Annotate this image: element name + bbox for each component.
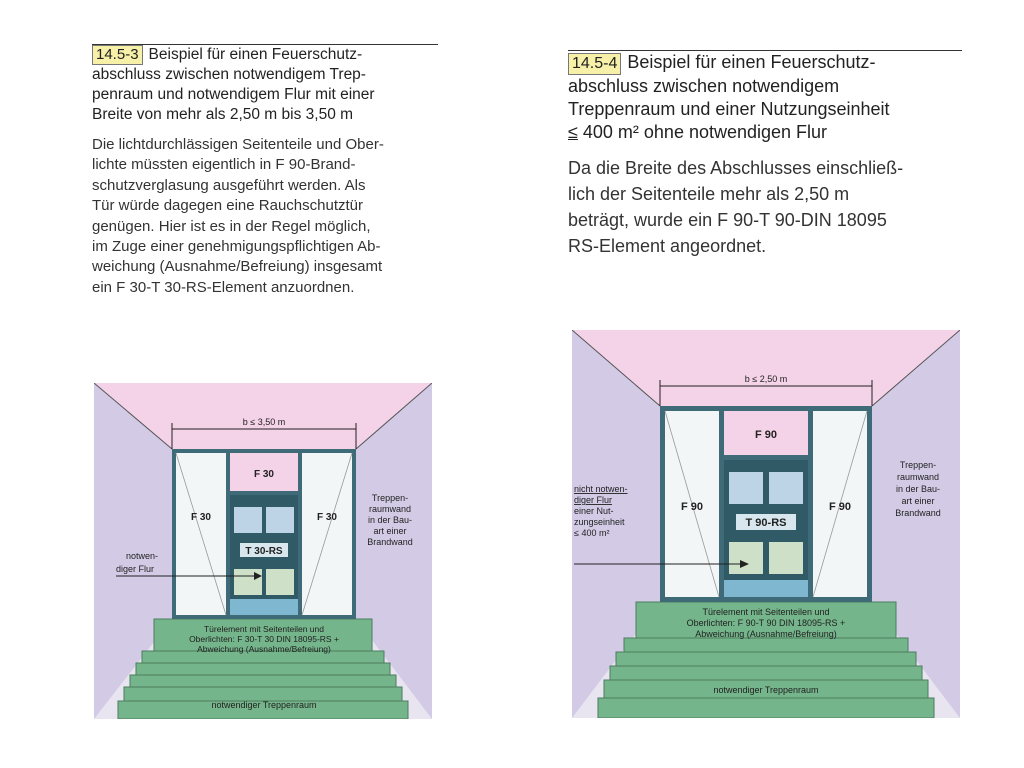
stair-label: notwendiger Treppenraum [713, 685, 819, 695]
fire-door-illustration-right [572, 330, 960, 718]
element-label-line-2: Oberlichten: F 90-T 90 DIN 18095-RS + [686, 618, 846, 628]
caption-header [92, 44, 438, 125]
threshold [724, 580, 808, 597]
stair-step [598, 698, 934, 718]
door-panel [769, 542, 803, 574]
body-line: beträgt, wurde ein F 90-T 90-DIN 18095 [568, 210, 887, 230]
fire-door-illustration-left [94, 383, 432, 719]
right-side-label: F 30 [316, 512, 338, 523]
wall-label-line-4: art einer [901, 496, 935, 506]
door-panel [266, 507, 294, 533]
title-line-2: abschluss zwischen notwendigem Trep- [92, 66, 366, 83]
width-label: b ≤ 3,50 m [242, 417, 286, 427]
figure-14-5-3-drawing [94, 383, 432, 719]
stair-step [130, 675, 396, 687]
title-line-1: Beispiel für einen Feuerschutz- [627, 52, 876, 72]
stair-step [136, 663, 390, 675]
body-line: ein F 30-T 30-RS-Element anzuordnen. [92, 278, 355, 296]
title-line-4: Breite von mehr als 2,50 m bis 3,50 m [92, 106, 354, 123]
body-line: schutzverglasung ausgeführt werden. Als [92, 176, 366, 194]
body-line: lichte müssten eigentlich in F 90-Brand- [92, 156, 356, 174]
right-side-label: F 90 [828, 501, 852, 513]
wall-label-line-3: in der Bau- [895, 484, 941, 494]
transom-label: F 30 [253, 469, 275, 480]
body-line: RS-Element angeordnet. [568, 236, 767, 256]
threshold [230, 599, 298, 615]
figure-number: 14.5-3 [92, 45, 143, 65]
wall-label-line-3: in der Bau- [367, 515, 413, 525]
wall-label-line-5: Brandwand [895, 508, 941, 518]
caption-body [92, 135, 438, 298]
figure-14-5-3-caption [92, 44, 438, 298]
corridor-label-line-2: diger Flur [116, 564, 155, 574]
element-label-line-3: Abweichung (Ausnahme/Befreiung) [695, 629, 837, 639]
element-label-line-1: Türelement mit Seitenteilen und [203, 624, 325, 634]
unit-label-line-5: ≤ 400 m² [574, 528, 610, 538]
body-line: weichung (Ausnahme/Befreiung) insgesamt [92, 258, 383, 276]
door-panel [234, 507, 262, 533]
element-label-line-2: Oberlichten: F 30-T 30 DIN 18095-RS + [189, 634, 339, 644]
door-panel [266, 569, 294, 595]
wall-label-line-1: Treppen- [899, 460, 937, 470]
door-panel [729, 542, 763, 574]
wall-label-line-2: raumwand [896, 472, 940, 482]
title-line-4: 400 m² ohne notwendigen Flur [577, 122, 828, 142]
body-line: genügen. Hier ist es in der Regel möglich, [92, 217, 371, 235]
door-panel [234, 569, 262, 595]
unit-label-line-2: diger Flur [574, 495, 613, 505]
wall-label-line-4: art einer [373, 526, 407, 536]
figure-14-5-4-caption [568, 50, 962, 259]
left-side-label: F 30 [190, 512, 212, 523]
door-label: T 90-RS [745, 517, 787, 529]
stair-label: notwendiger Treppenraum [211, 700, 317, 710]
element-label-line-1: Türelement mit Seitenteilen und [702, 607, 830, 617]
caption-header [568, 50, 962, 144]
body-line: Da die Breite des Abschlusses einschließ- [568, 158, 904, 178]
door-panel [729, 472, 763, 504]
title-line-1: Beispiel für einen Feuerschutz- [148, 46, 363, 63]
width-label: b ≤ 2,50 m [744, 374, 788, 384]
stair-step [624, 638, 908, 652]
wall-label-line-2: raumwand [368, 504, 412, 514]
body-line: lich der Seitenteile mehr als 2,50 m [568, 184, 850, 204]
unit-label-line-4: zungseinheit [574, 517, 625, 527]
title-line-2: abschluss zwischen notwendigem [568, 76, 840, 96]
body-line: Die lichtdurchlässigen Seitenteile und Ober- [92, 136, 384, 153]
door-label: T 30-RS [245, 546, 283, 557]
title-line-3: Treppenraum und einer Nutzungseinheit [568, 99, 890, 119]
element-label-line-3: Abweichung (Ausnahme/Befreiung) [197, 644, 331, 654]
transom-label: F 90 [754, 429, 778, 441]
caption-title [568, 51, 962, 144]
door-panel [769, 472, 803, 504]
figure-number: 14.5-4 [568, 53, 621, 75]
corridor-label-line-1: notwen- [126, 551, 159, 561]
left-side-label: F 90 [680, 501, 704, 513]
stair-step [616, 652, 916, 666]
unit-label-line-1: nicht notwen- [574, 484, 628, 494]
caption-body [568, 155, 962, 259]
caption-title [92, 45, 438, 125]
wall-label-line-5: Brandwand [367, 537, 413, 547]
body-line: im Zuge einer genehmigungspflichtigen Ab- [92, 238, 381, 256]
figure-14-5-4-drawing [572, 330, 960, 718]
stair-step [610, 666, 922, 680]
stair-step [124, 687, 402, 701]
body-line: Tür würde dagegen eine Rauchschutztür [92, 197, 363, 215]
title-line-4-symbol: ≤ [568, 122, 578, 142]
wall-label-line-1: Treppen- [371, 493, 409, 503]
unit-label-line-3: einer Nut- [574, 506, 614, 516]
title-line-3: penraum und notwendigem Flur mit einer [92, 86, 375, 103]
